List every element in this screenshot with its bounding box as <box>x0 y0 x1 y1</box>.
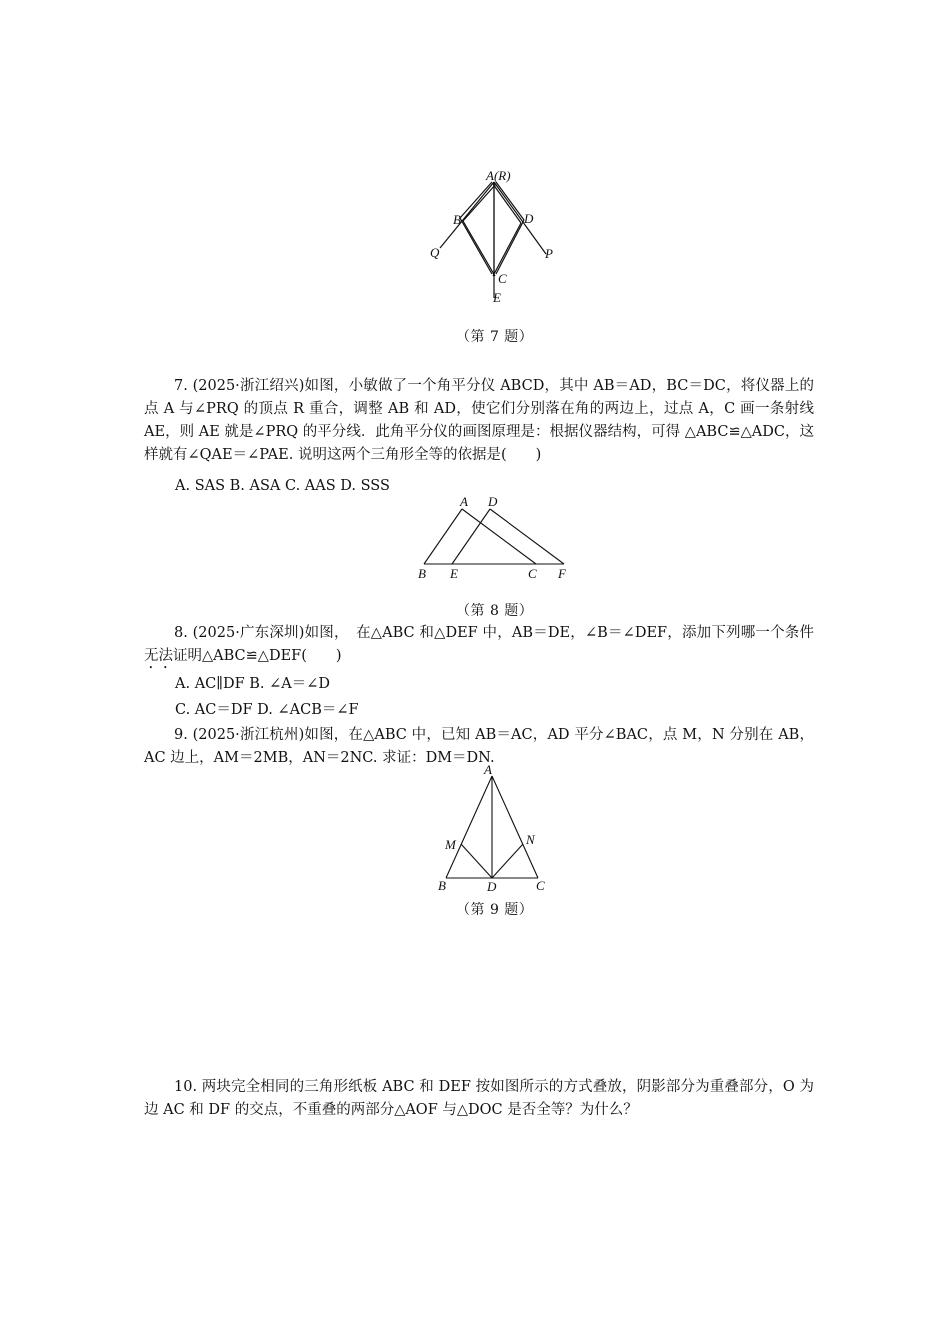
figure-7-caption: （第 7 题） <box>456 329 534 345</box>
figure-8-diagram <box>412 494 582 586</box>
fig9-label-M: M <box>445 837 456 852</box>
question-8-options-line2: C. AC＝DF D. ∠ACB＝∠F <box>175 702 359 718</box>
figure-9-diagram <box>432 764 552 894</box>
figure-8-caption: （第 8 题） <box>456 603 534 619</box>
question-8-text-before: 8. (2025·广东深圳)如图， 在△ABC 和△DEF 中，AB＝DE，∠B＝∠DEF，添加下列哪一个条件 <box>174 625 814 641</box>
fig9-label-B: B <box>438 878 446 893</box>
figure-9-caption: （第 9 题） <box>456 902 534 918</box>
fig8-label-E: E <box>450 566 458 581</box>
fig8-label-D: D <box>488 494 498 509</box>
question-8-text-after: 证明△ABC≌△DEF( ) <box>173 648 342 664</box>
question-8-emphasis: 无法 <box>144 648 173 664</box>
fig7-label-Q: Q <box>430 245 440 260</box>
fig8-label-F: F <box>558 566 566 581</box>
fig9-label-N: N <box>526 832 535 847</box>
question-9-text: 9. (2025·浙江杭州)如图，在△ABC 中，已知 AB＝AC，AD 平分∠BAC，点 M，N 分别在 AB，AC 边上，AM＝2MB，AN＝2NC. 求证：DM＝DN. <box>144 727 814 766</box>
question-8-options-line1: A. AC∥DF B. ∠A＝∠D <box>175 676 331 692</box>
fig7-label-D: D <box>524 211 534 226</box>
fig7-label-P: P <box>545 246 553 261</box>
fig8-label-C: C <box>528 566 537 581</box>
fig8-label-A: A <box>460 494 468 509</box>
question-7-text: 7. (2025·浙江绍兴)如图，小敏做了一个角平分仪 ABCD，其中 AB＝AD，BC＝DC，将仪器上的点 A 与∠PRQ 的顶点 R 重合，调整 AB 和 AD，使它们分别落在角的两边上，过点 A，C 画一条射线 AE，则 AE 就是∠PRQ 的平分线．此角平分仪的画图原理是：根据仪器结构，可得 △ABC≌△ADC，这样就有∠QAE＝∠PAE. 说明这两个三角形全等的依据是( ) <box>144 378 814 463</box>
question-7-options: A. SAS B. ASA C. AAS D. SSS <box>175 478 390 494</box>
fig7-label-A: A(R) <box>486 168 511 183</box>
figure-7-diagram <box>420 168 570 308</box>
fig7-label-E: E <box>493 290 501 305</box>
question-10-text: 10. 两块完全相同的三角形纸板 ABC 和 DEF 按如图所示的方式叠放，阴影部分为重叠部分，O 为边 AC 和 DF 的交点，不重叠的两部分△AOF 与△DOC 是否全等？为什么？ <box>144 1079 814 1118</box>
question-8-text <box>144 622 814 672</box>
fig9-label-C: C <box>536 878 545 893</box>
fig7-label-B: B <box>453 212 461 227</box>
figure-9 <box>432 764 552 894</box>
figure-8 <box>412 494 582 586</box>
fig9-label-D: D <box>487 879 497 894</box>
fig8-label-B: B <box>418 566 426 581</box>
fig7-label-C: C <box>498 271 507 286</box>
fig9-label-A: A <box>484 762 492 777</box>
figure-7 <box>420 168 570 308</box>
